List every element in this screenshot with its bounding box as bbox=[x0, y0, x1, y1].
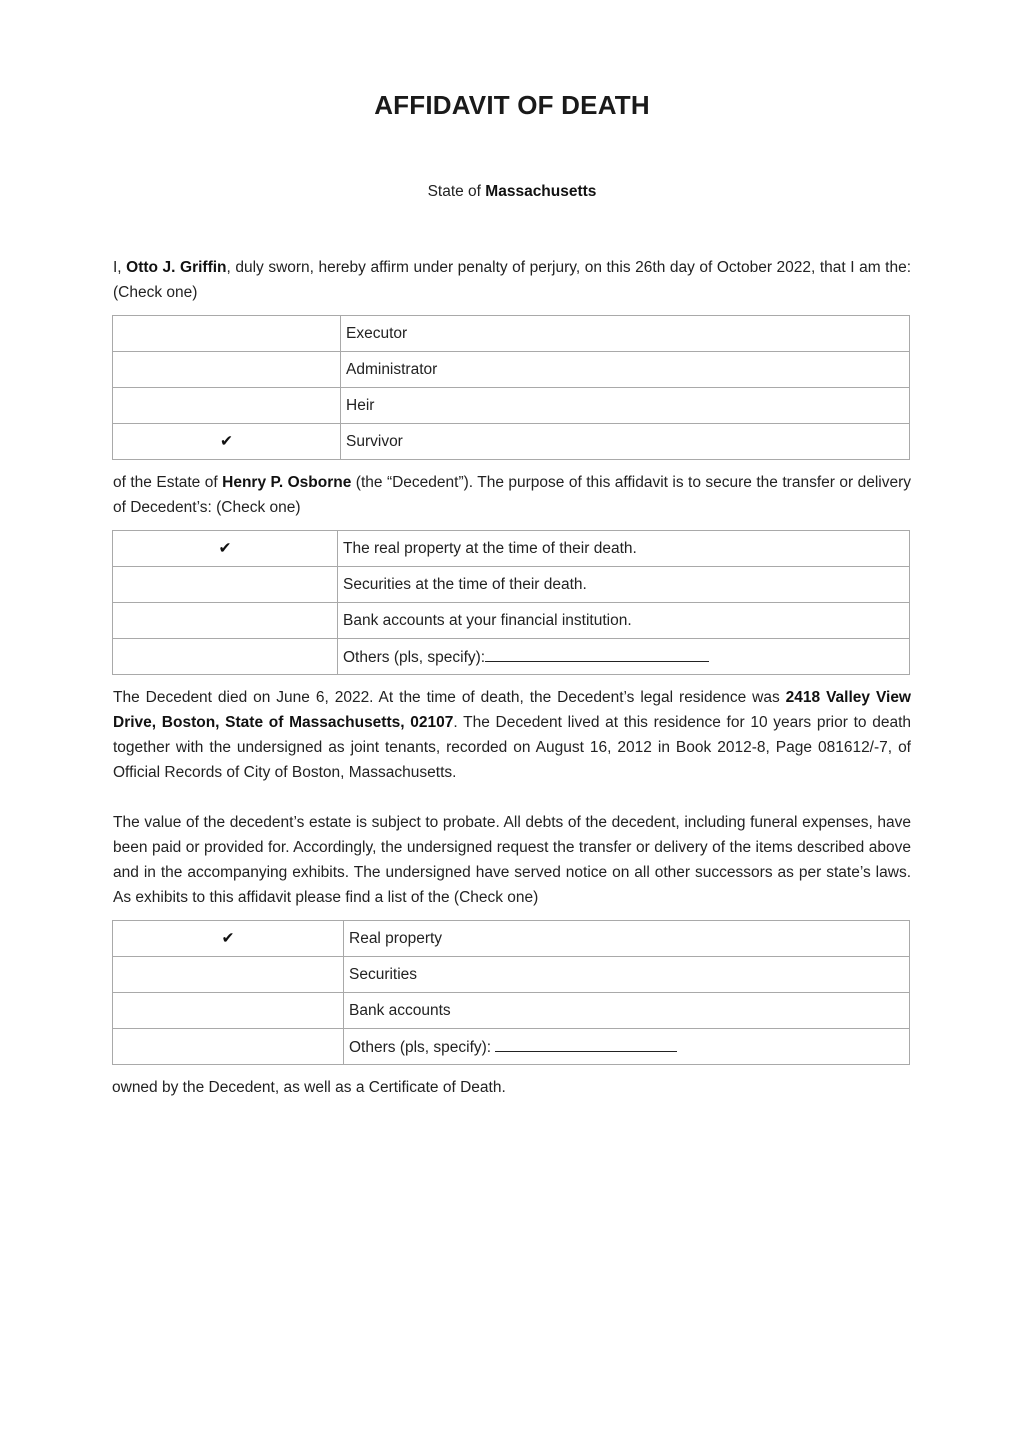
estate-paragraph bbox=[113, 470, 911, 520]
role-checkbox-survivor[interactable]: ✔ bbox=[113, 424, 341, 460]
residence-paragraph bbox=[113, 685, 911, 785]
exhibit-others-blank[interactable] bbox=[495, 1037, 677, 1052]
state-prefix: State of bbox=[427, 183, 486, 200]
table-row bbox=[113, 531, 910, 567]
exhibit-checkbox-bank-accounts[interactable] bbox=[113, 993, 344, 1029]
role-label-administrator: Administrator bbox=[341, 352, 910, 388]
role-table bbox=[112, 315, 910, 460]
table-row bbox=[113, 316, 910, 352]
table-row bbox=[113, 993, 910, 1029]
exhibit-checkbox-securities[interactable] bbox=[113, 957, 344, 993]
table-row bbox=[113, 603, 910, 639]
transfer-others-cell bbox=[338, 639, 910, 675]
transfer-checkbox-bank-accounts[interactable] bbox=[113, 603, 338, 639]
document-title: AFFIDAVIT OF DEATH bbox=[374, 90, 650, 120]
transfer-label-others: Others (pls, specify): bbox=[343, 648, 486, 666]
exhibit-checkbox-real-property[interactable]: ✔ bbox=[113, 921, 344, 957]
state-line bbox=[0, 183, 1024, 201]
table-row bbox=[113, 639, 910, 675]
transfer-checkbox-securities[interactable] bbox=[113, 567, 338, 603]
intro-paragraph bbox=[113, 255, 911, 305]
probate-paragraph: The value of the decedent’s estate is subject to probate. All debts of the decedent, including funeral expenses, have been paid or provided for. Accordingly, the undersigned request the transfer or delivery of the items described above and in the accompanying exhibits. The undersigned have served notice on all other successors as per state’s laws. As exhibits to this affidavit please find a list of the (Check one) bbox=[113, 814, 911, 906]
table-row bbox=[113, 424, 910, 460]
table-row bbox=[113, 921, 910, 957]
exhibit-label-bank-accounts: Bank accounts bbox=[344, 993, 910, 1029]
transfer-others-blank[interactable] bbox=[485, 647, 709, 662]
transfer-checkbox-real-property[interactable]: ✔ bbox=[113, 531, 338, 567]
transfer-label-real-property: The real property at the time of their death. bbox=[338, 531, 910, 567]
exhibit-table bbox=[112, 920, 910, 1065]
closing-paragraph: owned by the Decedent, as well as a Certificate of Death. bbox=[112, 1079, 506, 1096]
affiant-name: Otto J. Griffin bbox=[126, 259, 227, 276]
table-row bbox=[113, 957, 910, 993]
state-name: Massachusetts bbox=[485, 183, 597, 200]
exhibit-others-cell bbox=[344, 1029, 910, 1065]
exhibit-label-securities: Securities bbox=[344, 957, 910, 993]
transfer-checkbox-others[interactable] bbox=[113, 639, 338, 675]
decedent-name: Henry P. Osborne bbox=[222, 474, 352, 491]
transfer-label-bank-accounts: Bank accounts at your financial institution. bbox=[338, 603, 910, 639]
role-label-executor: Executor bbox=[341, 316, 910, 352]
exhibit-label-real-property: Real property bbox=[344, 921, 910, 957]
table-row bbox=[113, 352, 910, 388]
role-checkbox-executor[interactable] bbox=[113, 316, 341, 352]
residence-address: 2418 Valley View Drive, Boston, State of Massachusetts, 02107 bbox=[113, 689, 911, 731]
role-checkbox-heir[interactable] bbox=[113, 388, 341, 424]
exhibit-checkbox-others[interactable] bbox=[113, 1029, 344, 1065]
role-label-heir: Heir bbox=[341, 388, 910, 424]
exhibit-label-others: Others (pls, specify): bbox=[349, 1038, 496, 1056]
table-row bbox=[113, 388, 910, 424]
intro-text-2: , duly sworn, hereby affirm under penalty of perjury, on this 26th day of October 2022, that I am the: (Check one) bbox=[113, 259, 912, 301]
role-label-survivor: Survivor bbox=[341, 424, 910, 460]
intro-text-1: I, bbox=[113, 259, 127, 276]
transfer-label-securities: Securities at the time of their death. bbox=[338, 567, 910, 603]
table-row bbox=[113, 567, 910, 603]
residence-text-2: . The Decedent lived at this residence for 10 years prior to death together with the undersigned as joint tenants, recorded on August 16, 2012 in Book 2012-8, Page 081612/-7, of Official Records of City of Boston, Massachusetts. bbox=[113, 714, 912, 781]
table-row bbox=[113, 1029, 910, 1065]
transfer-table bbox=[112, 530, 910, 675]
estate-text-2: (the “Decedent”). The purpose of this affidavit is to secure the transfer or delivery of Decedent’s: (Check one) bbox=[113, 474, 911, 516]
role-checkbox-administrator[interactable] bbox=[113, 352, 341, 388]
residence-text-1: The Decedent died on June 6, 2022. At the time of death, the Decedent’s legal residence was bbox=[113, 689, 786, 706]
estate-text-1: of the Estate of bbox=[113, 474, 223, 491]
